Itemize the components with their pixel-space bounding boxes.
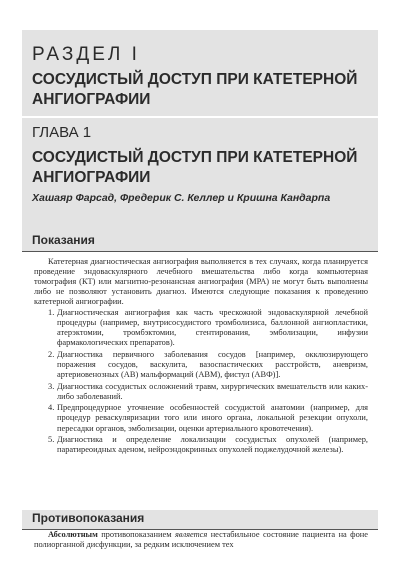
indications-heading bbox=[22, 232, 378, 252]
chapter-title: СОСУДИСТЫЙ ДОСТУП ПРИ КАТЕТЕРНОЙ АНГИОГРАФИИ bbox=[32, 149, 358, 186]
section-label: РАЗДЕЛ I bbox=[32, 44, 140, 65]
list-item: 4. Предпроцедурное уточнение особенностей сосудистой анатомии (например, для процедур реваскуляризации того или иного органа, локальной резекции опухоли, пересадки органов, эмболизации, оценки артериального кровотечения). bbox=[48, 403, 368, 433]
chapter-label: ГЛАВА 1 bbox=[32, 124, 92, 141]
indications-list bbox=[34, 308, 368, 457]
list-item: 5. Диагностика и определение локализации сосудистых опухолей (например, паратиреоидных аденом, нейроэндокринных опухолей поджелудочной железы). bbox=[48, 435, 368, 455]
chapter-authors: Хашаяр Фарсад, Фредерик С. Келлер и Кришна Кандарпа bbox=[32, 192, 331, 204]
list-item: 1. Диагностическая ангиография как часть чрескожной эндоваскулярной лечебной процедуры (например, внутрисосудистого тромболизиса, баллонной ангиопластики, атерэктомии, тромбэктомии, стентирования, эмболизации, инфузии фармакологических препаратов). bbox=[48, 308, 368, 348]
indications-intro: Катетерная диагностическая ангиография выполняется в тех случаях, когда планируется проведение эндоваскулярного лечебного вмешательства либо когда компьютерная томография (КТ) или магнитно-резонансная ангиография (МРА) не могут быть выполнены либо не позволяют установить диагноз. Имеются следующие показания к проведению катетерной ангиографии. bbox=[34, 257, 368, 307]
contraindications-paragraph: Абсолютным противопоказанием является нестабильное состояние пациента на фоне полиорганной дисфункции, за редким исключением тех bbox=[34, 530, 368, 550]
contraindications-heading-text: Противопоказания bbox=[32, 511, 145, 525]
indications-heading-text: Показания bbox=[32, 233, 95, 247]
list-item: 2. Диагностика первичного заболевания сосудов [например, окклюзирующего поражения сосудов, васкулита, вазоспастических расстройств, аневризм, артериовенозных (АВ) мальформаций (АВМ), фистул (АВФ)]. bbox=[48, 349, 368, 380]
list-item: 3. Диагностика сосудистых осложнений травм, хирургических вмешательств или каких-либо заболеваний. bbox=[48, 381, 368, 401]
section-title: СОСУДИСТЫЙ ДОСТУП ПРИ КАТЕТЕРНОЙ АНГИОГРАФИИ bbox=[32, 71, 358, 108]
header-divider bbox=[22, 116, 378, 118]
contraindications-heading bbox=[22, 510, 378, 530]
